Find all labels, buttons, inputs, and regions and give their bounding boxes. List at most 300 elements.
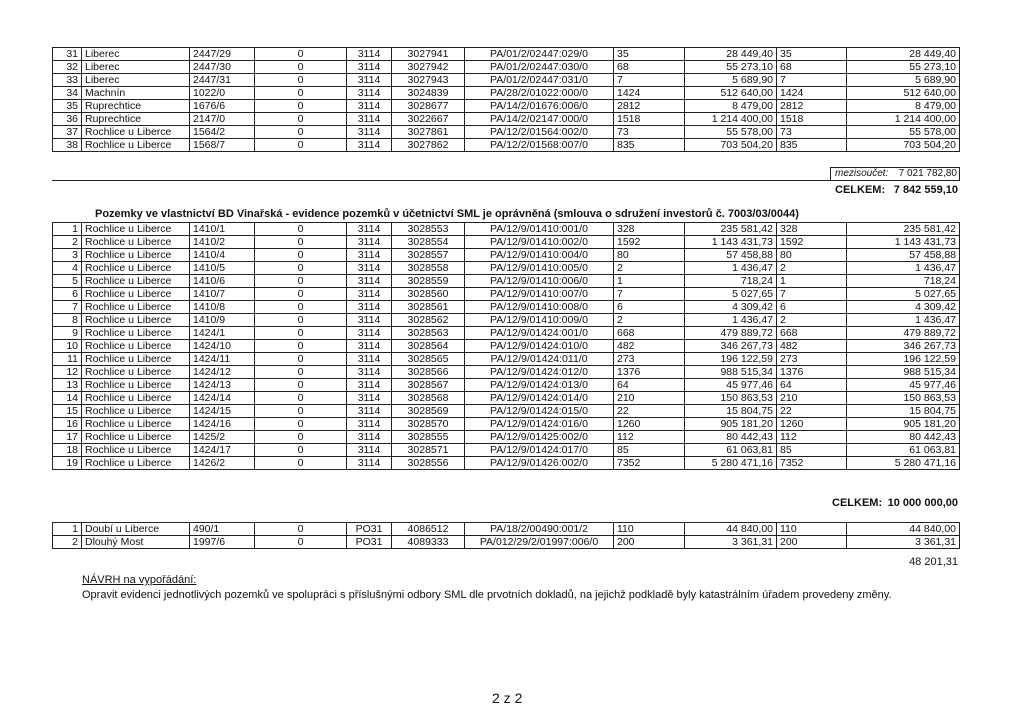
table-cell: 3024839 <box>392 87 465 100</box>
table-cell: 0 <box>255 48 347 61</box>
table-row <box>53 236 960 249</box>
table-cell: 28 449,40 <box>847 48 960 61</box>
table-cell: 73 <box>777 126 847 139</box>
table-cell: 64 <box>614 379 685 392</box>
table-cell: 3028563 <box>392 327 465 340</box>
table-cell: 1 436,47 <box>685 314 777 327</box>
table-cell: 3114 <box>347 139 392 152</box>
table-cell: PA/12/9/01410:001/0 <box>465 223 614 236</box>
table-cell: 0 <box>255 392 347 405</box>
table-cell: 0 <box>255 87 347 100</box>
page-number: 2 z 2 <box>492 690 523 706</box>
table-cell: 1 436,47 <box>847 262 960 275</box>
table-parcels-2 <box>52 222 960 470</box>
table-cell: 3027942 <box>392 61 465 74</box>
table-cell: PO31 <box>347 523 392 536</box>
table-cell: 3 361,31 <box>847 536 960 549</box>
table-cell: 80 442,43 <box>685 431 777 444</box>
table-cell: 3114 <box>347 392 392 405</box>
table-cell: 1 436,47 <box>685 262 777 275</box>
table-cell: 235 581,42 <box>847 223 960 236</box>
table-cell: 17 <box>53 431 82 444</box>
table-cell: 1424/1 <box>190 327 255 340</box>
table-cell: Rochlice u Liberce <box>82 327 190 340</box>
table-row <box>53 126 960 139</box>
table-cell: 3114 <box>347 405 392 418</box>
table-cell: 3 361,31 <box>685 536 777 549</box>
table-cell: 1997/6 <box>190 536 255 549</box>
table-cell: 0 <box>255 418 347 431</box>
table-cell: Rochlice u Liberce <box>82 126 190 139</box>
table-cell: 210 <box>614 392 685 405</box>
table-cell: 3114 <box>347 262 392 275</box>
table-cell: 3114 <box>347 379 392 392</box>
table-cell: Rochlice u Liberce <box>82 353 190 366</box>
table-cell: 2812 <box>777 100 847 113</box>
table-cell: 3028553 <box>392 223 465 236</box>
table-cell: 0 <box>255 223 347 236</box>
table-cell: 1592 <box>614 236 685 249</box>
table-cell: 55 578,00 <box>685 126 777 139</box>
table-cell: Dlouhý Most <box>82 536 190 549</box>
table-cell: 4086512 <box>392 523 465 536</box>
table-cell: PA/12/9/01410:007/0 <box>465 288 614 301</box>
table-cell: 3 <box>53 249 82 262</box>
table-cell: 1424/10 <box>190 340 255 353</box>
table-cell: 3028566 <box>392 366 465 379</box>
table-row <box>53 301 960 314</box>
table-cell: PA/28/2/01022:000/0 <box>465 87 614 100</box>
table-row <box>53 314 960 327</box>
table-cell: 0 <box>255 523 347 536</box>
table-cell: 85 <box>614 444 685 457</box>
table-cell: 3114 <box>347 74 392 87</box>
table-cell: PA/14/2/01676:006/0 <box>465 100 614 113</box>
table-row <box>53 249 960 262</box>
table-cell: 718,24 <box>847 275 960 288</box>
table-cell: 35 <box>777 48 847 61</box>
table-cell: PA/12/9/01410:002/0 <box>465 236 614 249</box>
table-cell: 668 <box>777 327 847 340</box>
table-cell: 5 689,90 <box>847 74 960 87</box>
table-cell: 5 280 471,16 <box>847 457 960 470</box>
table-row <box>53 262 960 275</box>
table-cell: 1 <box>614 275 685 288</box>
table-cell: 44 840,00 <box>847 523 960 536</box>
table-cell: 0 <box>255 275 347 288</box>
table-cell: 235 581,42 <box>685 223 777 236</box>
table-cell: 1 <box>53 523 82 536</box>
table-cell: 2447/31 <box>190 74 255 87</box>
table-row <box>53 392 960 405</box>
table-cell: 2147/0 <box>190 113 255 126</box>
table-cell: 482 <box>777 340 847 353</box>
sum-value-3: 48 201,31 <box>909 556 958 568</box>
table-cell: 3114 <box>347 340 392 353</box>
table-cell: 3114 <box>347 100 392 113</box>
table-row <box>53 139 960 152</box>
table-cell: 80 <box>777 249 847 262</box>
table-cell: 1 214 400,00 <box>685 113 777 126</box>
table-cell: 4 309,42 <box>685 301 777 314</box>
table-cell: 3114 <box>347 327 392 340</box>
table-cell: Rochlice u Liberce <box>82 288 190 301</box>
table-cell: Rochlice u Liberce <box>82 444 190 457</box>
table-cell: 196 122,59 <box>847 353 960 366</box>
table-cell: 112 <box>614 431 685 444</box>
table-cell: Liberec <box>82 74 190 87</box>
table-cell: 85 <box>777 444 847 457</box>
proposal-label: NÁVRH na vypořádání: <box>82 574 197 586</box>
table-cell: Rochlice u Liberce <box>82 314 190 327</box>
table-parcels-2-body <box>53 223 960 470</box>
table-cell: 7 <box>777 288 847 301</box>
table-cell: 45 977,46 <box>847 379 960 392</box>
table-cell: 490/1 <box>190 523 255 536</box>
table-row <box>53 87 960 100</box>
table-row <box>53 418 960 431</box>
table-cell: Rochlice u Liberce <box>82 392 190 405</box>
table-cell: 9 <box>53 327 82 340</box>
table-cell: 38 <box>53 139 82 152</box>
table-cell: 0 <box>255 262 347 275</box>
table-cell: 196 122,59 <box>685 353 777 366</box>
table-cell: 8 <box>53 314 82 327</box>
table-cell: PA/12/9/01424:012/0 <box>465 366 614 379</box>
table-cell: 14 <box>53 392 82 405</box>
table-cell: 3114 <box>347 48 392 61</box>
table-cell: 35 <box>53 100 82 113</box>
table-cell: 0 <box>255 236 347 249</box>
table-cell: 13 <box>53 379 82 392</box>
table-cell: 1410/6 <box>190 275 255 288</box>
table-cell: 2 <box>777 314 847 327</box>
table-cell: 0 <box>255 536 347 549</box>
table-cell: 210 <box>777 392 847 405</box>
table-row <box>53 288 960 301</box>
table-cell: 1410/4 <box>190 249 255 262</box>
table-cell: 3114 <box>347 126 392 139</box>
table-cell: 3027861 <box>392 126 465 139</box>
table-cell: PA/12/9/01410:009/0 <box>465 314 614 327</box>
table-cell: 3028568 <box>392 392 465 405</box>
table-cell: 110 <box>777 523 847 536</box>
table-cell: 68 <box>614 61 685 74</box>
table-row <box>53 48 960 61</box>
table-cell: 5 027,65 <box>847 288 960 301</box>
table-cell: 1 214 400,00 <box>847 113 960 126</box>
table-cell: 3027943 <box>392 74 465 87</box>
table-cell: PA/12/2/01568:007/0 <box>465 139 614 152</box>
divider-line <box>52 180 959 181</box>
table-cell: 0 <box>255 100 347 113</box>
table-row <box>53 353 960 366</box>
table-cell: 273 <box>614 353 685 366</box>
table-cell: 3028570 <box>392 418 465 431</box>
table-cell: 1410/7 <box>190 288 255 301</box>
table-row <box>53 340 960 353</box>
table-cell: 1260 <box>614 418 685 431</box>
table-cell: PA/18/2/00490:001/2 <box>465 523 614 536</box>
table-cell: PA/12/9/01424:015/0 <box>465 405 614 418</box>
table-row <box>53 275 960 288</box>
table-row <box>53 327 960 340</box>
table-cell: 112 <box>777 431 847 444</box>
table-cell: 0 <box>255 113 347 126</box>
table-cell: 3028555 <box>392 431 465 444</box>
table-cell: PA/01/2/02447:029/0 <box>465 48 614 61</box>
table-cell: Rochlice u Liberce <box>82 340 190 353</box>
table-cell: 3028564 <box>392 340 465 353</box>
table-cell: 512 640,00 <box>685 87 777 100</box>
table-cell: 718,24 <box>685 275 777 288</box>
table-cell: 8 479,00 <box>685 100 777 113</box>
table-cell: 18 <box>53 444 82 457</box>
table-cell: PA/12/9/01424:014/0 <box>465 392 614 405</box>
table-cell: 703 504,20 <box>847 139 960 152</box>
table-row <box>53 523 960 536</box>
table-cell: 150 863,53 <box>685 392 777 405</box>
table-cell: 3114 <box>347 61 392 74</box>
table-cell: Rochlice u Liberce <box>82 223 190 236</box>
table-cell: 0 <box>255 457 347 470</box>
total-value-2: 10 000 000,00 <box>887 497 958 509</box>
table-cell: 1 143 431,73 <box>847 236 960 249</box>
proposal-text: Opravit evidenci jednotlivých pozemků ve spolupráci s příslušnými odbory SML dle prvotních dokladů, na jejichž podkladě byly katastrálním úřadem provedeny změny. <box>82 589 892 601</box>
table-cell: 3022667 <box>392 113 465 126</box>
table-parcels-1 <box>52 47 960 152</box>
table-cell: 5 <box>53 275 82 288</box>
table-cell: 668 <box>614 327 685 340</box>
table-cell: 3028569 <box>392 405 465 418</box>
table-cell: 1424 <box>614 87 685 100</box>
table-cell: 1426/2 <box>190 457 255 470</box>
table-cell: 3028559 <box>392 275 465 288</box>
table-row <box>53 379 960 392</box>
table-cell: 2447/30 <box>190 61 255 74</box>
table-cell: 1424/14 <box>190 392 255 405</box>
table-cell: 4089333 <box>392 536 465 549</box>
table-cell: 73 <box>614 126 685 139</box>
table-cell: 64 <box>777 379 847 392</box>
table-cell: 1260 <box>777 418 847 431</box>
table-cell: 15 804,75 <box>685 405 777 418</box>
table-cell: PA/12/9/01424:001/0 <box>465 327 614 340</box>
table-cell: 19 <box>53 457 82 470</box>
table-cell: 3028567 <box>392 379 465 392</box>
table-cell: 2 <box>53 236 82 249</box>
table-cell: 1 <box>777 275 847 288</box>
table-cell: PA/01/2/02447:030/0 <box>465 61 614 74</box>
table-cell: 988 515,34 <box>685 366 777 379</box>
table-cell: 33 <box>53 74 82 87</box>
table-cell: 15 804,75 <box>847 405 960 418</box>
table-cell: 0 <box>255 139 347 152</box>
table-cell: 3114 <box>347 457 392 470</box>
table-cell: 0 <box>255 301 347 314</box>
table-cell: Rochlice u Liberce <box>82 405 190 418</box>
table-row <box>53 431 960 444</box>
table-cell: 988 515,34 <box>847 366 960 379</box>
table-cell: PA/12/9/01424:016/0 <box>465 418 614 431</box>
table-cell: 1424/12 <box>190 366 255 379</box>
table-cell: 2 <box>53 536 82 549</box>
table-cell: 3028554 <box>392 236 465 249</box>
table-cell: 0 <box>255 74 347 87</box>
table-cell: 3114 <box>347 288 392 301</box>
table-cell: 0 <box>255 340 347 353</box>
table-cell: 0 <box>255 366 347 379</box>
table-cell: 3027941 <box>392 48 465 61</box>
table-cell: 15 <box>53 405 82 418</box>
table-cell: 5 689,90 <box>685 74 777 87</box>
table-cell: 34 <box>53 87 82 100</box>
table-cell: 1424/16 <box>190 418 255 431</box>
table-cell: 55 273,10 <box>685 61 777 74</box>
table-cell: 1424/15 <box>190 405 255 418</box>
table-cell: 44 840,00 <box>685 523 777 536</box>
table-cell: 3028565 <box>392 353 465 366</box>
table-cell: 45 977,46 <box>685 379 777 392</box>
table-cell: 3114 <box>347 431 392 444</box>
table-cell: 1518 <box>777 113 847 126</box>
table-parcels-3-body <box>53 523 960 549</box>
table-cell: 835 <box>614 139 685 152</box>
total-label-2: CELKEM: <box>832 497 883 509</box>
table-cell: 1425/2 <box>190 431 255 444</box>
total-label-1: CELKEM: <box>835 184 886 196</box>
table-cell: 1376 <box>777 366 847 379</box>
table-cell: PA/12/9/01410:005/0 <box>465 262 614 275</box>
table-cell: PA/01/2/02447:031/0 <box>465 74 614 87</box>
table-cell: 1410/8 <box>190 301 255 314</box>
table-cell: 150 863,53 <box>847 392 960 405</box>
table-cell: 36 <box>53 113 82 126</box>
table-cell: 6 <box>614 301 685 314</box>
table-cell: 7352 <box>777 457 847 470</box>
table-cell: 3027862 <box>392 139 465 152</box>
table-cell: 479 889,72 <box>685 327 777 340</box>
table-cell: Machnín <box>82 87 190 100</box>
table-cell: Liberec <box>82 48 190 61</box>
table-cell: 0 <box>255 126 347 139</box>
table-cell: 0 <box>255 288 347 301</box>
table-cell: PA/12/9/01424:013/0 <box>465 379 614 392</box>
table-cell: PA/12/9/01410:008/0 <box>465 301 614 314</box>
table-cell: Liberec <box>82 61 190 74</box>
table-cell: 1376 <box>614 366 685 379</box>
table-cell: Rochlice u Liberce <box>82 457 190 470</box>
table-cell: 0 <box>255 353 347 366</box>
table-cell: 1568/7 <box>190 139 255 152</box>
table-cell: 3114 <box>347 87 392 100</box>
table-cell: 482 <box>614 340 685 353</box>
table-cell: Rochlice u Liberce <box>82 275 190 288</box>
table-cell: Rochlice u Liberce <box>82 418 190 431</box>
table-cell: 5 027,65 <box>685 288 777 301</box>
table-cell: 346 267,73 <box>685 340 777 353</box>
table-cell: Rochlice u Liberce <box>82 262 190 275</box>
table-row <box>53 444 960 457</box>
table-cell: 3114 <box>347 236 392 249</box>
table-cell: 28 449,40 <box>685 48 777 61</box>
table-cell: Rochlice u Liberce <box>82 249 190 262</box>
table-cell: 7 <box>777 74 847 87</box>
table-cell: PA/12/9/01410:006/0 <box>465 275 614 288</box>
table-cell: 3114 <box>347 418 392 431</box>
table-cell: 3028557 <box>392 249 465 262</box>
table-cell: 3114 <box>347 444 392 457</box>
table-cell: 3028556 <box>392 457 465 470</box>
table-cell: 61 063,81 <box>685 444 777 457</box>
table-cell: 273 <box>777 353 847 366</box>
table-row <box>53 100 960 113</box>
table-cell: Doubí u Liberce <box>82 523 190 536</box>
table-cell: 55 273,10 <box>847 61 960 74</box>
table-row <box>53 405 960 418</box>
table-cell: 4 <box>53 262 82 275</box>
table-cell: 512 640,00 <box>847 87 960 100</box>
table-cell: 3114 <box>347 353 392 366</box>
table-cell: 0 <box>255 327 347 340</box>
table-cell: Rochlice u Liberce <box>82 139 190 152</box>
table-cell: 3114 <box>347 314 392 327</box>
table-cell: 2 <box>614 262 685 275</box>
table-cell: PA/12/9/01424:011/0 <box>465 353 614 366</box>
table-cell: PA/12/9/01425:002/0 <box>465 431 614 444</box>
table-cell: 1410/5 <box>190 262 255 275</box>
table-cell: 6 <box>53 288 82 301</box>
table-cell: Ruprechtice <box>82 113 190 126</box>
table-cell: 12 <box>53 366 82 379</box>
table-cell: 1424/13 <box>190 379 255 392</box>
table-cell: 3028558 <box>392 262 465 275</box>
table-cell: 3028571 <box>392 444 465 457</box>
table-cell: 905 181,20 <box>685 418 777 431</box>
table-cell: Rochlice u Liberce <box>82 431 190 444</box>
table-cell: 57 458,88 <box>685 249 777 262</box>
table-cell: 32 <box>53 61 82 74</box>
table-cell: 0 <box>255 249 347 262</box>
table-cell: 479 889,72 <box>847 327 960 340</box>
table-cell: 22 <box>777 405 847 418</box>
table-cell: 328 <box>614 223 685 236</box>
table-cell: Rochlice u Liberce <box>82 366 190 379</box>
table-cell: 7 <box>614 288 685 301</box>
table-row <box>53 366 960 379</box>
subtotal-label: mezisoučet: <box>835 168 889 179</box>
table-cell: 2 <box>777 262 847 275</box>
table-cell: PA/12/9/01426:002/0 <box>465 457 614 470</box>
table-cell: 55 578,00 <box>847 126 960 139</box>
table-cell: PA/12/9/01424:010/0 <box>465 340 614 353</box>
table-cell: 3028562 <box>392 314 465 327</box>
table-cell: 5 280 471,16 <box>685 457 777 470</box>
table-cell: 3114 <box>347 113 392 126</box>
table-cell: 328 <box>777 223 847 236</box>
table-cell: 10 <box>53 340 82 353</box>
table-cell: PO31 <box>347 536 392 549</box>
table-cell: 7 <box>53 301 82 314</box>
table-cell: 3114 <box>347 301 392 314</box>
table-cell: 905 181,20 <box>847 418 960 431</box>
table-cell: 3114 <box>347 366 392 379</box>
table-cell: Ruprechtice <box>82 100 190 113</box>
table-cell: PA/12/9/01410:004/0 <box>465 249 614 262</box>
table-cell: 1564/2 <box>190 126 255 139</box>
table-cell: 1518 <box>614 113 685 126</box>
table-cell: 703 504,20 <box>685 139 777 152</box>
